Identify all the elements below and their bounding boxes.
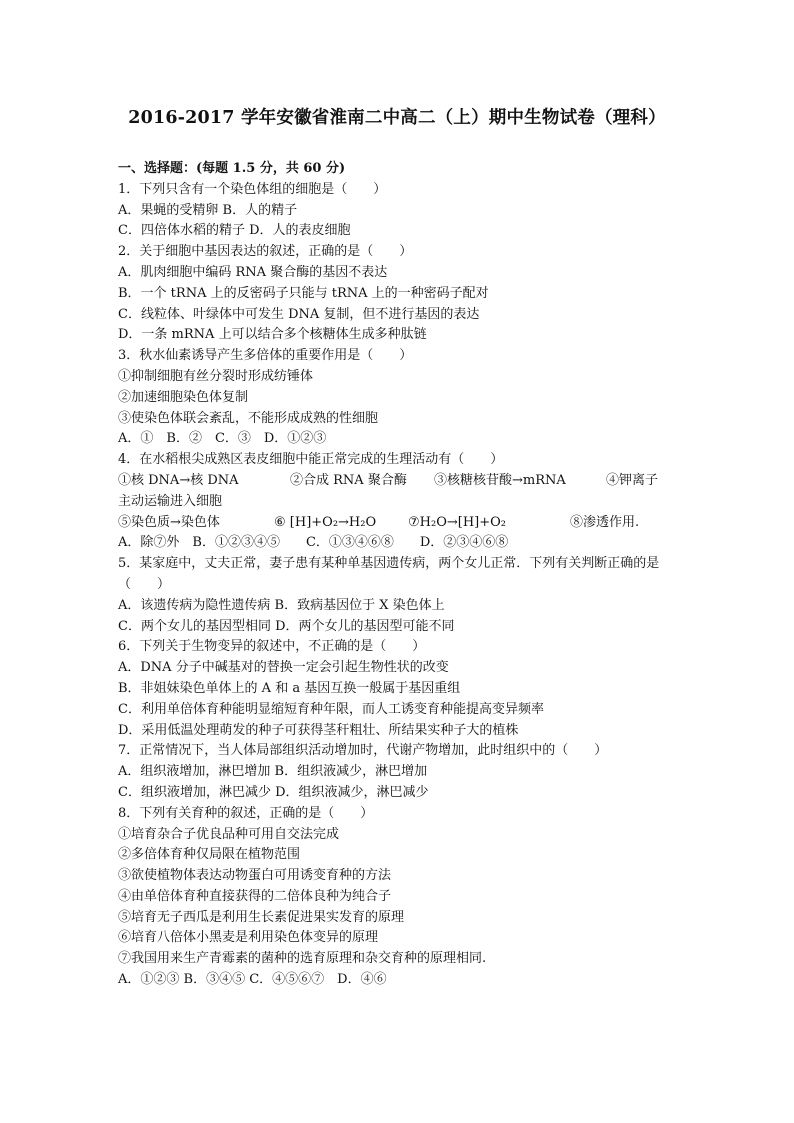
- question-line: A．组织液增加，淋巴增加 B．组织液减少，淋巴增加: [118, 764, 428, 780]
- question-line: 主动运输进入细胞: [118, 493, 223, 509]
- question-line: C．组织液增加，淋巴减少 D．组织液减少，淋巴减少: [118, 784, 429, 800]
- question-line: D．采用低温处理萌发的种子可获得茎秆粗壮、所结果实种子大的植株: [118, 722, 519, 738]
- question-line: 5．某家庭中，丈夫正常，妻子患有某种单基因遗传病，两个女儿正常．下列有关判断正确的是（ ）: [118, 556, 660, 592]
- question-line: ③使染色体联会紊乱，不能形成成熟的性细胞: [118, 410, 379, 426]
- question-line: C．两个女儿的基因型相同 D．两个女儿的基因型可能不同: [118, 618, 455, 634]
- question-line: 8．下列有关育种的叙述，正确的是（ ）: [118, 805, 374, 821]
- question-line: ④由单倍体育种直接获得的二倍体良种为纯合子: [118, 888, 392, 904]
- question-line: ②加速细胞染色体复制: [118, 389, 249, 405]
- question-line: A．①②③ B．③④⑤ C．④⑤⑥⑦ D．④⑥: [118, 972, 387, 988]
- q4-options-row-1: [118, 471, 678, 492]
- question-line: B．一个 tRNA 上的反密码子只能与 tRNA 上的一种密码子配对: [118, 285, 489, 301]
- question-line: A．果蝇的受精卵 B．人的精子: [118, 202, 298, 218]
- question-line: 2．关于细胞中基因表达的叙述，正确的是（ ）: [118, 244, 413, 260]
- exam-title: 2016-2017 学年安徽省淮南二中高二（上）期中生物试卷（理科）: [128, 108, 666, 128]
- question-line: 6．下列关于生物变异的叙述中，不正确的是（ ）: [118, 639, 426, 655]
- question-line: A．肌肉细胞中编码 RNA 聚合酶的基因不表达: [118, 264, 388, 280]
- question-line: 7．正常情况下，当人体局部组织活动增加时，代谢产物增加，此时组织中的（ ）: [118, 743, 608, 759]
- question-line: C．线粒体、叶绿体中可发生 DNA 复制，但不进行基因的表达: [118, 306, 480, 322]
- question-line: C．利用单倍体育种能明显缩短育种年限，而人工诱变育种能提高变异频率: [118, 701, 544, 717]
- q4-options-row-2: [118, 513, 678, 534]
- question-line: 4．在水稻根尖成熟区表皮细胞中能正常完成的生理活动有（ ）: [118, 452, 504, 468]
- q4-option: ⑥ [H]+O₂→H₂O: [274, 514, 377, 530]
- q4-option: ②合成 RNA 聚合酶: [290, 472, 407, 488]
- question-line: 1．下列只含有一个染色体组的细胞是（ ）: [118, 181, 387, 197]
- question-line: ①培育杂合子优良品种可用自交法完成: [118, 826, 340, 842]
- question-line: A．该遗传病为隐性遗传病 B．致病基因位于 X 染色体上: [118, 597, 445, 613]
- question-line: A．除⑦外 B．①②③④⑤ C．①③④⑥⑧ D．②③④⑥⑧: [118, 535, 509, 551]
- q4-option: ⑧渗透作用.: [570, 514, 640, 530]
- q4-option: ⑤染色质→染色体: [118, 514, 220, 530]
- question-line: ⑥培育八倍体小黑麦是利用染色体变异的原理: [118, 930, 379, 946]
- q4-option: ①核 DNA→核 DNA: [118, 472, 239, 488]
- q4-option: ④钾离子: [606, 472, 659, 488]
- question-line: B．非姐妹染色单体上的 A 和 a 基因互换一般属于基因重组: [118, 680, 461, 696]
- question-line: ③欲使植物体表达动物蛋白可用诱变育种的方法: [118, 868, 392, 884]
- question-line: A．DNA 分子中碱基对的替换一定会引起生物性状的改变: [118, 660, 449, 676]
- question-line: ①抑制细胞有丝分裂时形成纺锤体: [118, 368, 314, 384]
- exam-content: [118, 159, 678, 991]
- q4-option: ⑦H₂O→[H]+O₂: [408, 514, 506, 530]
- question-line: D．一条 mRNA 上可以结合多个核糖体生成多种肽链: [118, 327, 427, 343]
- question-line: A．① B．② C．③ D．①②③: [118, 431, 327, 447]
- question-line: C．四倍体水稻的精子 D．人的表皮细胞: [118, 223, 351, 239]
- question-line: ②多倍体育种仅局限在植物范围: [118, 847, 301, 863]
- question-line: ⑦我国用来生产青霉素的菌种的选育原理和杂交育种的原理相同.: [118, 951, 487, 967]
- q4-option: ③核糖核苷酸→mRNA: [434, 472, 566, 488]
- section-heading: 一、选择题：(每题 1.5 分，共 60 分): [118, 161, 346, 176]
- question-line: 3．秋水仙素诱导产生多倍体的重要作用是（ ）: [118, 348, 413, 364]
- question-line: ⑤培育无子西瓜是利用生长素促进果实发育的原理: [118, 909, 405, 925]
